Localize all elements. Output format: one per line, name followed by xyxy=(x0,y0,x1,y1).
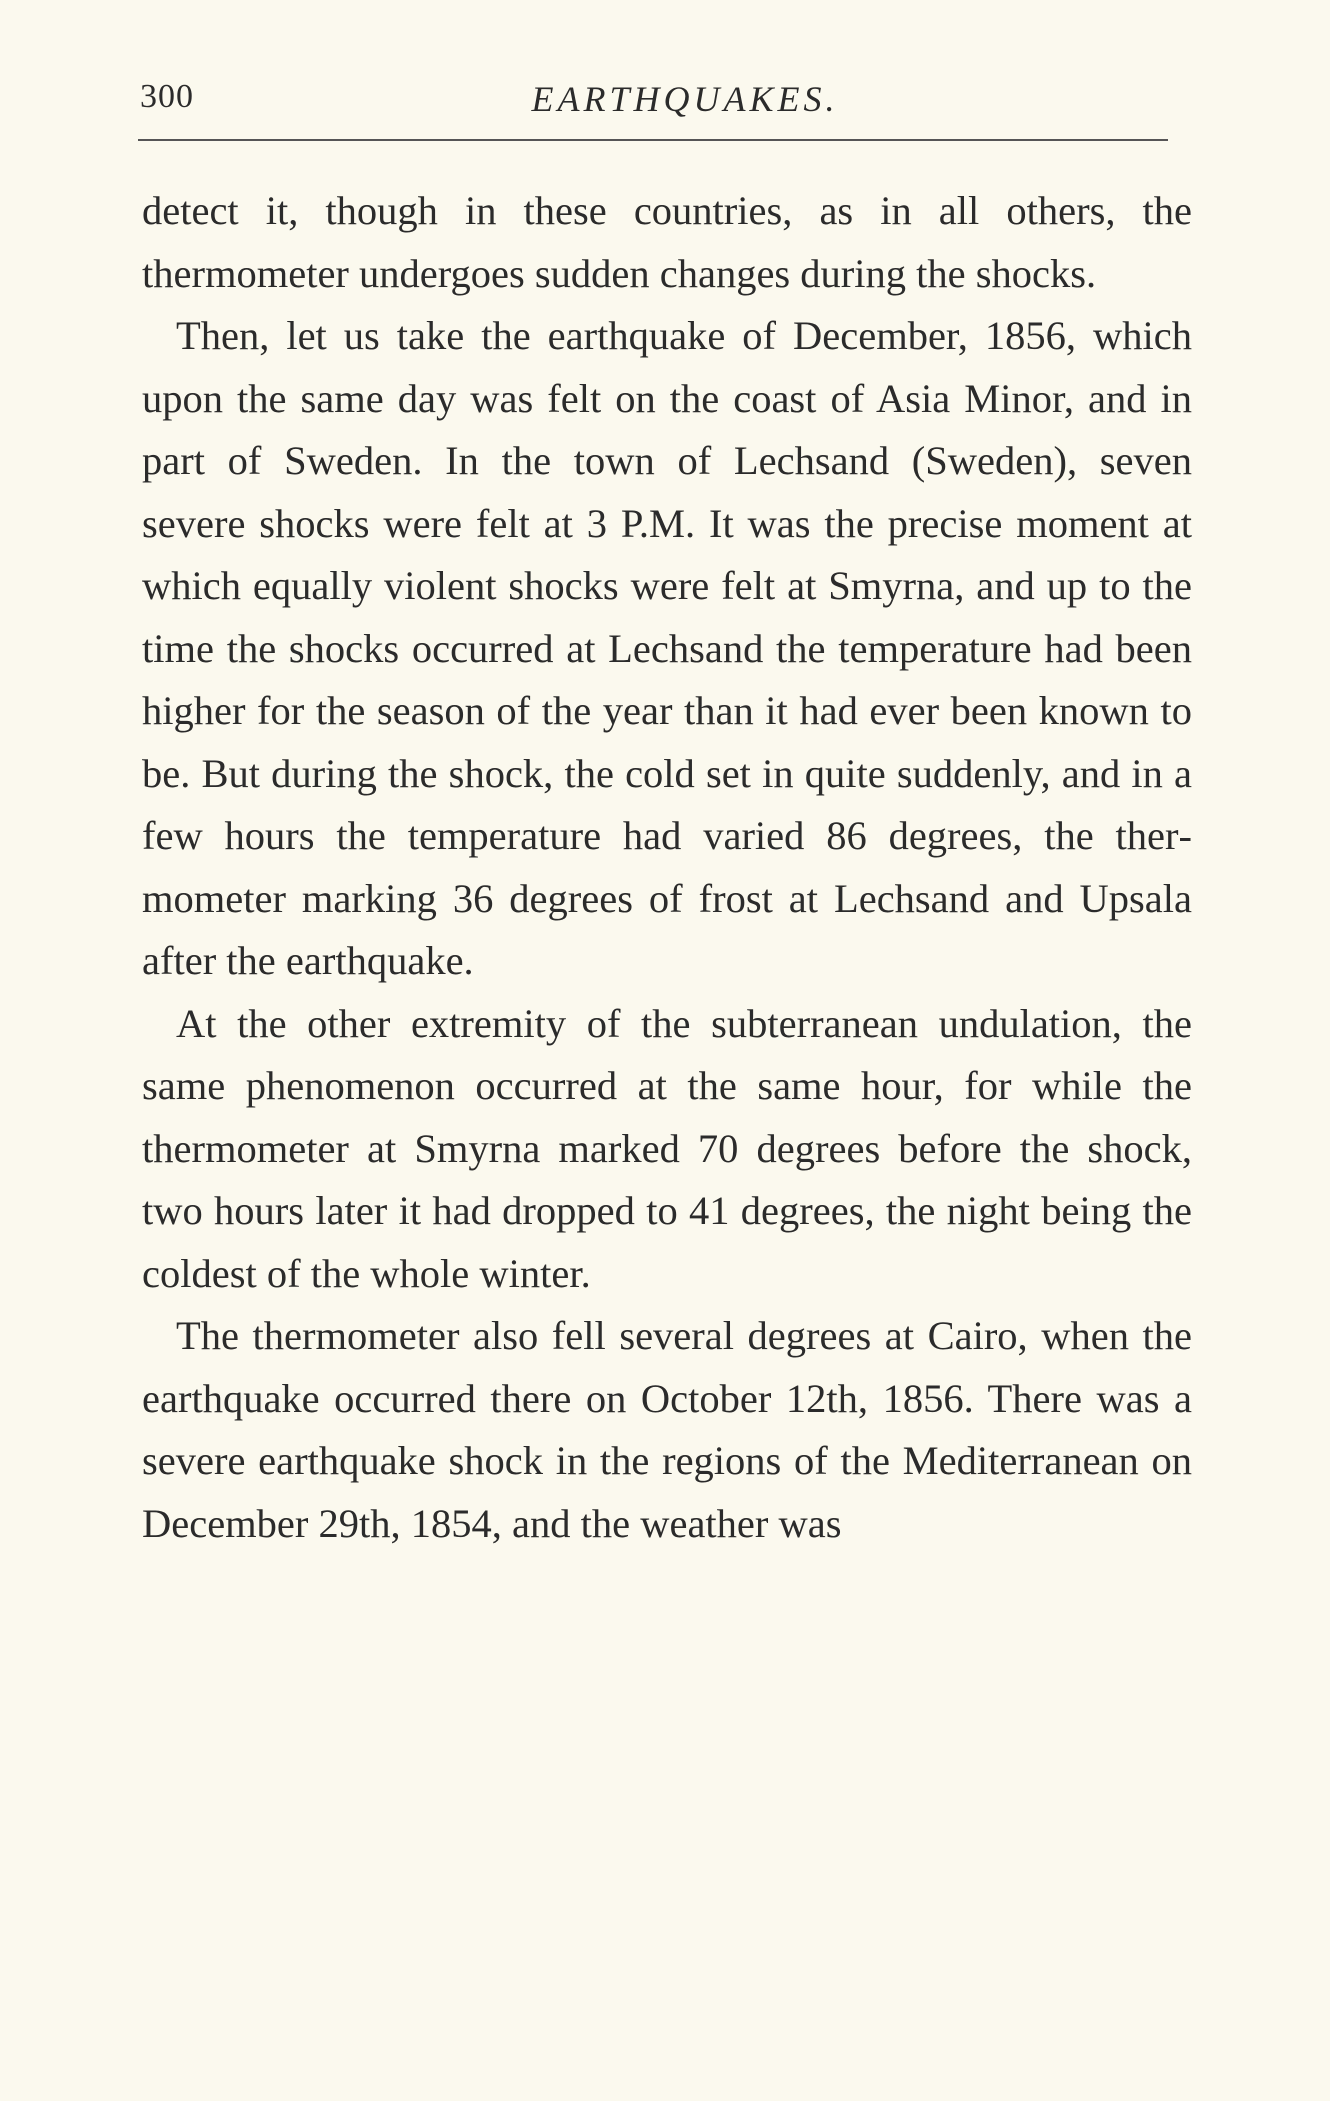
paragraph: The thermometer also fell several degrees at Cairo, when the earthquake occurred there on October 12th, 1856. There was a severe earthquake shock in the regions of the Mediterranean on December 29th, 1854, and the weather was xyxy=(142,1313,1192,1546)
page-number: 300 xyxy=(140,78,194,115)
header-rule xyxy=(138,139,1168,141)
paragraph: Then, let us take the earthquake of December, 1856, which upon the same day was felt on the coast of Asia Minor, and in part of Sweden. In the town of Lechsand (Sweden), seven severe shocks were felt at 3 P.M. It was the precise moment at which equally violent shocks were felt at Smyrna, and up to the time the shocks occurred at Lechsand the temperature had been higher for the season of the year than it had ever been known to be. But during the shock, the cold set in quite suddenly, and in a few hours the temperature had varied 86 degrees, the thermometer marking 36 degrees of frost at Lechsand and Upsala after the earthquake. xyxy=(142,313,1192,983)
running-title: EARTHQUAKES. xyxy=(531,79,839,119)
body-text xyxy=(142,180,1192,1555)
paragraph-continued: detect it, though in these countries, as in all others, the thermometer undergoes sudden changes during the shocks. xyxy=(142,188,1192,296)
paragraph: At the other extremity of the subterranean undulation, the same phenomenon occurred at the same hour, for while the thermometer at Smyrna marked 70 degrees before the shock, two hours later it had dropped to 41 degrees, the night being the coldest of the whole winter. xyxy=(142,1000,1192,1296)
